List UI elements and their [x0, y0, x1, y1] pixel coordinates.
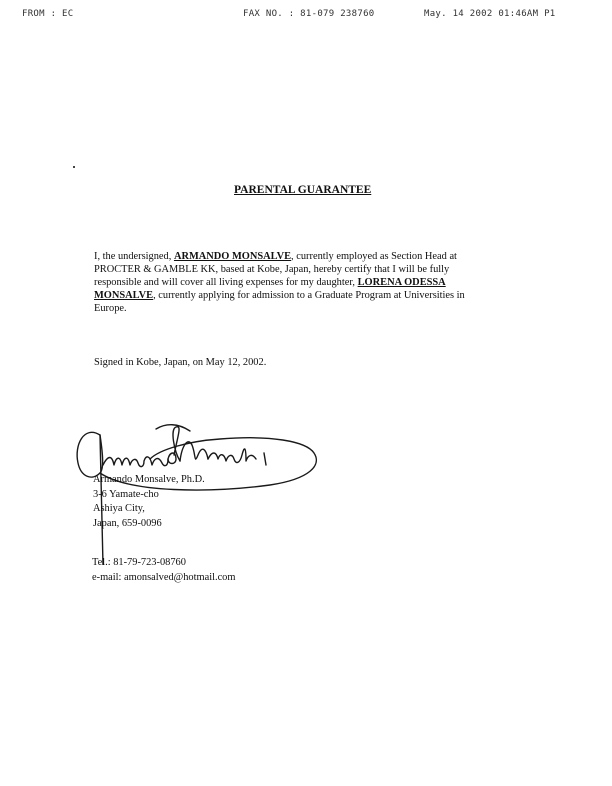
daughter-name-first: LORENA ODESSA — [357, 277, 446, 288]
text-fragment: , currently employed as Section Head at — [291, 251, 457, 262]
fax-number: FAX NO. : 81-079 238760 — [243, 9, 375, 19]
fax-from: FROM : EC — [22, 9, 74, 19]
text-fragment: responsible and will cover all living expenses for my daughter, — [94, 277, 358, 288]
scan-speck — [73, 166, 75, 168]
guarantee-paragraph — [94, 250, 534, 315]
text-fragment: , currently applying for admission to a Graduate Program at Universities in — [153, 290, 465, 301]
paragraph-line-1 — [94, 250, 534, 263]
telephone: Tel.: 81-79-723-08760 — [92, 557, 186, 568]
fax-date: May. 14 2002 01:46AM P1 — [424, 9, 556, 19]
text-fragment: I, the undersigned, — [94, 251, 174, 262]
address-city: Ashiya City, — [93, 503, 145, 514]
paragraph-line-3 — [94, 276, 534, 289]
document-title: PARENTAL GUARANTEE — [234, 184, 372, 196]
paragraph-line-2: PROCTER & GAMBLE KK, based at Kobe, Japan, hereby certify that I will be fully — [94, 264, 450, 275]
email: e-mail: amonsalved@hotmail.com — [92, 571, 236, 583]
fax-header — [0, 9, 612, 23]
address-street: 3-6 Yamate-cho — [93, 488, 159, 500]
signatory-name: Armando Monsalve, Ph.D. — [93, 474, 205, 485]
address-country: Japan, 659-0096 — [93, 517, 162, 529]
contact-info — [92, 556, 235, 585]
signed-line: Signed in Kobe, Japan, on May 12, 2002. — [94, 357, 267, 368]
guarantor-name: ARMANDO MONSALVE — [173, 251, 292, 262]
daughter-name-last: MONSALVE — [94, 290, 154, 301]
signatory-address — [93, 473, 205, 531]
paragraph-line-4 — [94, 289, 534, 302]
paragraph-line-5: Europe. — [94, 303, 127, 314]
